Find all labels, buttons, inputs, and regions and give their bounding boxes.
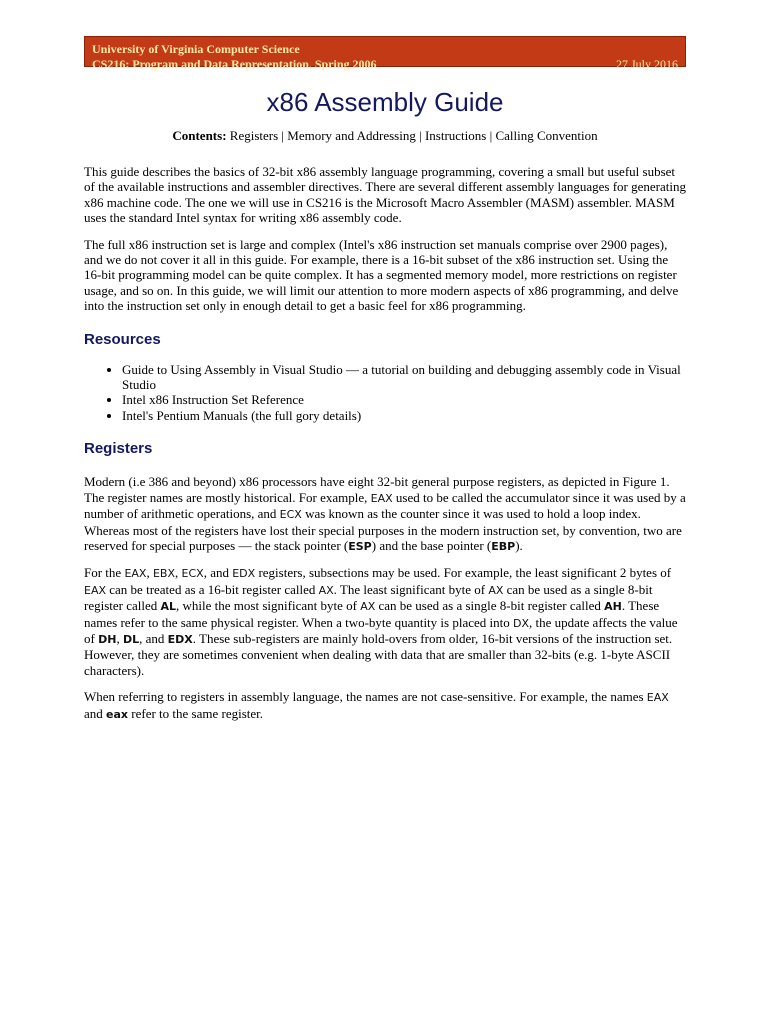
register-name: ESP bbox=[348, 539, 372, 553]
resource-item[interactable]: • Intel x86 Instruction Set Reference bbox=[122, 392, 686, 407]
register-name: EBX bbox=[152, 567, 176, 581]
resource-item[interactable]: • Guide to Using Assembly in Visual Studio — a tutorial on building and debugging assembly code in Visual Studio bbox=[122, 362, 686, 393]
register-name: EDX bbox=[232, 567, 256, 581]
register-name: EAX bbox=[370, 491, 393, 505]
registers-paragraph-1: Modern (i.e 386 and beyond) x86 processors have eight 32-bit general purpose registers, as depicted in Figure 1. The register names are mostly historical. For example, EAX used to be called the accumulator since it was used by a number of arithmetic operations, and ECX was known as the counter since it was used to hold a loop index. Whereas most of the registers have lost their special purposes in the modern instruction set, by convention, two are reserved for special purposes — the stack pointer (ESP) and the base pointer (EBP). bbox=[84, 474, 686, 553]
contents-nav: Contents: Registers | Memory and Addressing | Instructions | Calling Convention bbox=[172, 128, 598, 143]
resource-item[interactable]: • Intel's Pentium Manuals (the full gory details) bbox=[122, 408, 686, 423]
register-name: EBP bbox=[491, 539, 516, 553]
contents-link-instructions[interactable]: Instructions bbox=[424, 128, 487, 143]
register-name: EAX bbox=[124, 567, 147, 581]
register-name: AL bbox=[160, 600, 177, 614]
register-name: ECX bbox=[279, 508, 302, 522]
register-name: ECX bbox=[181, 567, 204, 581]
contents-link-memory[interactable]: Memory and Addressing bbox=[287, 128, 416, 143]
registers-heading: Registers bbox=[84, 440, 153, 458]
register-name: AX bbox=[360, 600, 376, 614]
contents-link-calling[interactable]: Calling Convention bbox=[495, 128, 598, 143]
course-name: CS216: Program and Data Representation, Spring 2006 bbox=[92, 57, 377, 71]
register-name: EAX bbox=[84, 583, 107, 597]
contents-label: Contents: bbox=[172, 128, 227, 143]
intro-paragraph-1: This guide describes the basics of 32-bit x86 assembly language programming, covering a small but useful subset of the available instructions and assembler directives. There are several different assembly languages for generating x86 machine code. The one we will use in CS216 is the Microsoft Macro Assembler (MASM) assembler. MASM uses the standard Intel syntax for writing x86 assembly code. bbox=[84, 164, 686, 226]
register-name: eax bbox=[106, 707, 129, 721]
register-name: AX bbox=[318, 583, 334, 597]
intro-paragraph-2: The full x86 instruction set is large and complex (Intel's x86 instruction set manuals comprise over 2900 pages), and we do not cover it all in this guide. For example, there is a 16-bit subset of the x86 instruction set. Using the 16-bit programming model can be quite complex. It has a segmented memory model, more restrictions on register usage, and so on. In this guide, we will limit our attention to more modern aspects of x86 programming, and delve into the instruction set only in enough detail to get a basic feel for x86 programming. bbox=[84, 236, 679, 314]
resources-heading: Resources bbox=[84, 330, 161, 348]
registers-paragraph-3: When referring to registers in assembly language, the names are not case-sensitive. For example, the names EAX and eax refer to the same register. bbox=[84, 689, 669, 721]
register-name: DX bbox=[513, 616, 530, 630]
header-date: 27 July 2016 bbox=[615, 57, 678, 71]
register-name: DL bbox=[122, 632, 140, 646]
register-name: EDX bbox=[167, 632, 193, 646]
resources-list bbox=[84, 362, 686, 424]
course-header-bar bbox=[84, 36, 686, 71]
register-name: AX bbox=[488, 583, 504, 597]
register-name: DH bbox=[98, 632, 117, 646]
register-name: AH bbox=[604, 600, 622, 614]
register-name: EAX bbox=[646, 691, 669, 705]
contents-link-registers[interactable]: Registers bbox=[229, 128, 279, 143]
org-name: University of Virginia Computer Science bbox=[92, 42, 300, 56]
registers-paragraph-2: For the EAX, EBX, ECX, and EDX registers, subsections may be used. For example, the least significant 2 bytes of EAX can be treated as a 16-bit register called AX. The least significant byte of AX can be used as a single 8-bit register called AL, while the most significant byte of AX can be used as a single 8-bit register called AH. These names refer to the same physical register. When a two-byte quantity is placed into DX, the update affects the value of DH, DL, and EDX. These sub-registers are mainly hold-overs from older, 16-bit versions of the instruction set. However, they are sometimes convenient when dealing with data that are smaller than 32-bits (e.g. 1-byte ASCII characters). bbox=[84, 565, 678, 678]
document-page bbox=[84, 36, 686, 722]
page-title: x86 Assembly Guide bbox=[266, 87, 504, 117]
